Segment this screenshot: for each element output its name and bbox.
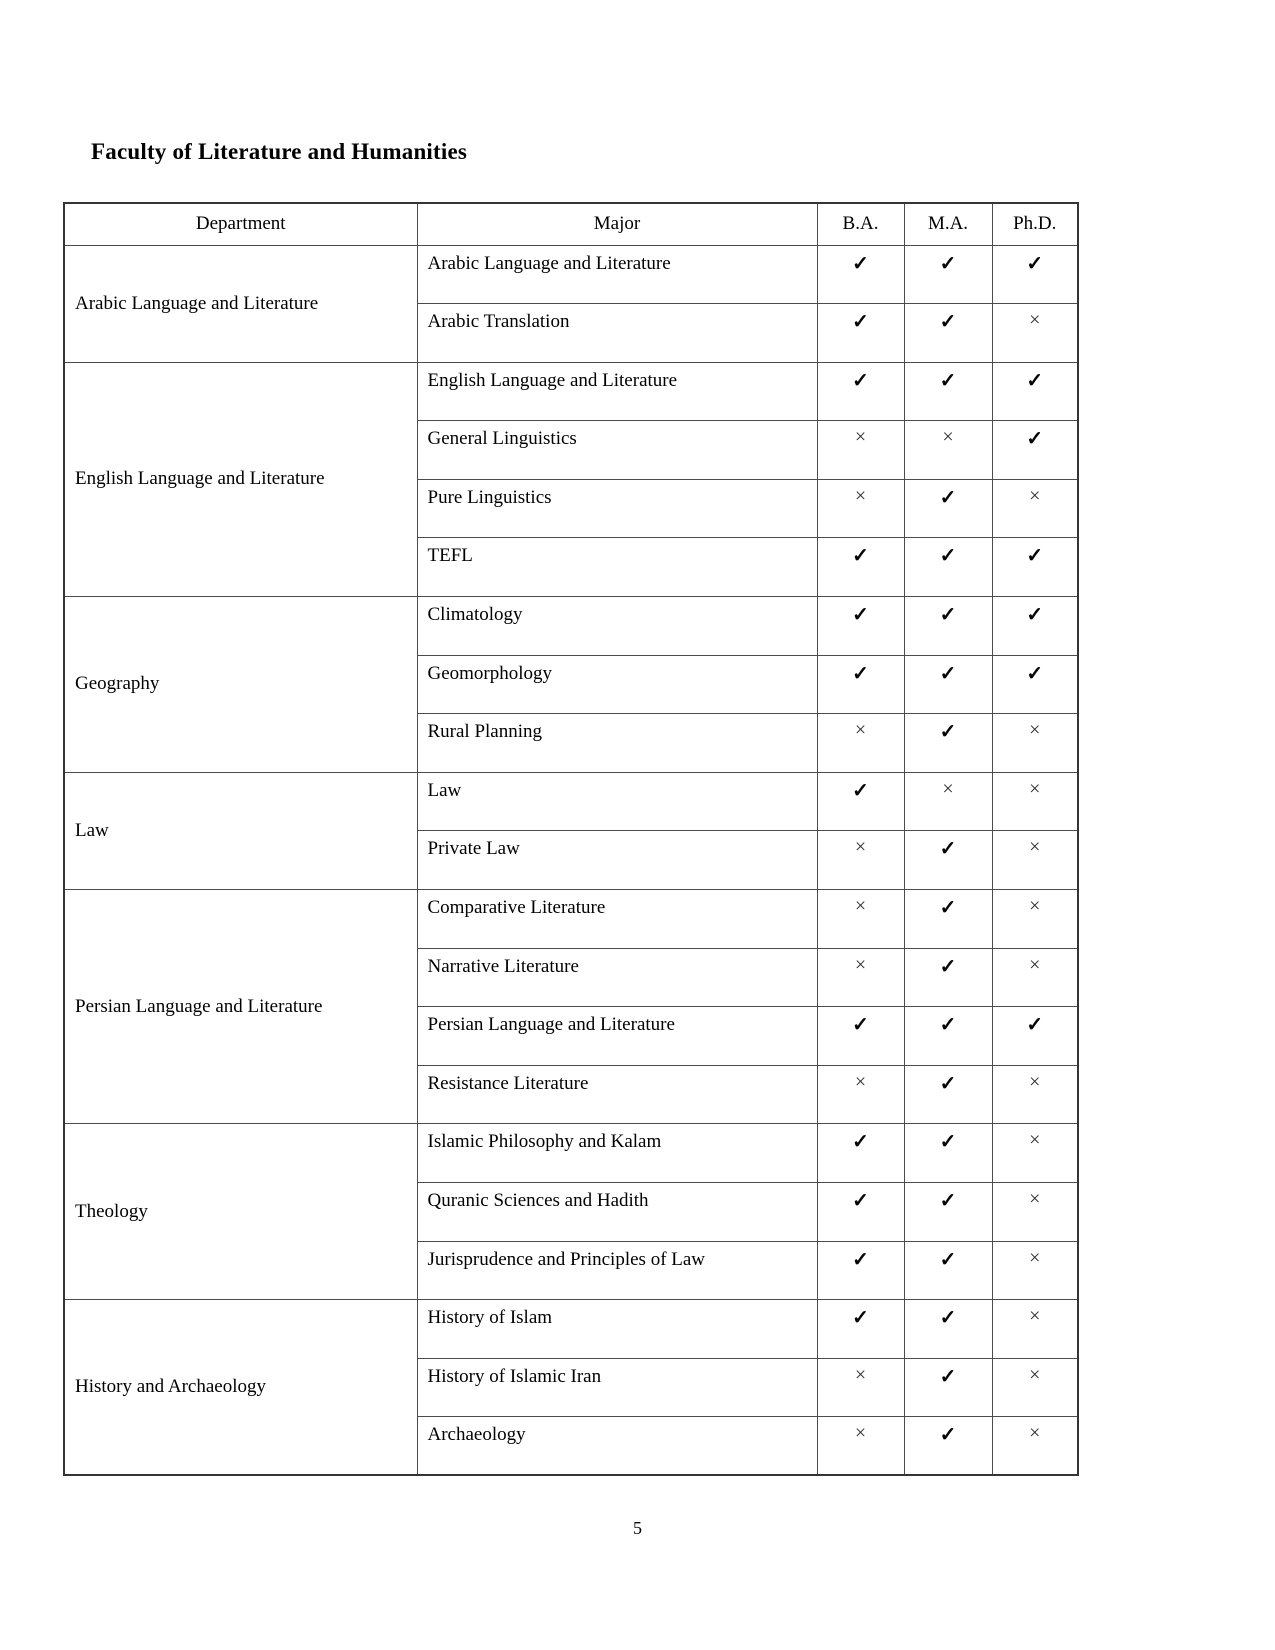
programs-table	[63, 202, 1079, 1476]
check-mark-icon: ✓	[1026, 545, 1044, 568]
check-mark-icon: ✓	[852, 1014, 869, 1037]
table-row	[64, 245, 1078, 304]
header-major: Major	[417, 203, 817, 245]
check-mark-icon: ✓	[939, 311, 957, 334]
check-mark-icon: ✓	[1026, 662, 1044, 685]
major-cell: Archaeology	[417, 1417, 817, 1476]
cross-mark-icon: ×	[854, 895, 867, 918]
degree-cell-ma	[904, 421, 992, 480]
department-cell: Arabic Language and Literature	[64, 245, 417, 362]
major-cell: Islamic Philosophy and Kalam	[417, 1124, 817, 1183]
check-mark-icon: ✓	[939, 486, 957, 509]
major-cell: Resistance Literature	[417, 1065, 817, 1124]
check-mark-icon: ✓	[852, 662, 869, 685]
cross-mark-icon: ×	[1029, 1070, 1041, 1093]
department-cell: History and Archaeology	[64, 1300, 417, 1476]
degree-cell-phd	[992, 831, 1078, 890]
cross-mark-icon: ×	[854, 953, 867, 976]
check-mark-icon: ✓	[852, 545, 869, 568]
degree-cell-ba	[817, 1358, 904, 1417]
check-mark-icon: ✓	[939, 1072, 957, 1095]
cross-mark-icon: ×	[854, 484, 867, 507]
department-cell: Persian Language and Literature	[64, 890, 417, 1124]
check-mark-icon: ✓	[1026, 604, 1044, 627]
degree-cell-ma	[904, 597, 992, 656]
cross-mark-icon: ×	[1029, 1129, 1041, 1152]
cross-mark-icon: ×	[854, 836, 867, 859]
cross-mark-icon: ×	[1029, 1246, 1041, 1269]
check-mark-icon: ✓	[939, 1365, 957, 1388]
cross-mark-icon: ×	[1029, 1422, 1041, 1445]
degree-cell-phd	[992, 1358, 1078, 1417]
degree-cell-phd	[992, 1007, 1078, 1066]
check-mark-icon: ✓	[939, 1424, 957, 1447]
degree-cell-phd	[992, 304, 1078, 363]
degree-cell-phd	[992, 1241, 1078, 1300]
cross-mark-icon: ×	[1029, 895, 1041, 918]
degree-cell-ma	[904, 1065, 992, 1124]
check-mark-icon: ✓	[852, 311, 869, 334]
table-row	[64, 772, 1078, 831]
degree-cell-ma	[904, 538, 992, 597]
degree-cell-phd	[992, 1124, 1078, 1183]
degree-cell-phd	[992, 362, 1078, 421]
check-mark-icon: ✓	[939, 545, 957, 568]
degree-cell-ba	[817, 1300, 904, 1359]
header-ba: B.A.	[817, 203, 904, 245]
check-mark-icon: ✓	[939, 604, 957, 627]
cross-mark-icon: ×	[854, 1070, 867, 1093]
degree-cell-ma	[904, 245, 992, 304]
degree-cell-ba	[817, 1417, 904, 1476]
major-cell: Persian Language and Literature	[417, 1007, 817, 1066]
header-department: Department	[64, 203, 417, 245]
degree-cell-phd	[992, 890, 1078, 949]
check-mark-icon: ✓	[852, 1248, 869, 1271]
degree-cell-ma	[904, 1241, 992, 1300]
major-cell: Law	[417, 772, 817, 831]
check-mark-icon: ✓	[939, 1131, 957, 1154]
degree-cell-phd	[992, 245, 1078, 304]
cross-mark-icon: ×	[854, 719, 867, 742]
major-cell: Narrative Literature	[417, 948, 817, 1007]
degree-cell-phd	[992, 597, 1078, 656]
table-row	[64, 890, 1078, 949]
major-cell: TEFL	[417, 538, 817, 597]
check-mark-icon: ✓	[939, 721, 957, 744]
major-cell: History of Islam	[417, 1300, 817, 1359]
department-cell: Theology	[64, 1124, 417, 1300]
degree-cell-ba	[817, 304, 904, 363]
check-mark-icon: ✓	[939, 662, 957, 685]
degree-cell-ba	[817, 1124, 904, 1183]
degree-cell-ba	[817, 421, 904, 480]
check-mark-icon: ✓	[1026, 428, 1044, 451]
major-cell: Private Law	[417, 831, 817, 890]
degree-cell-ma	[904, 890, 992, 949]
check-mark-icon: ✓	[1026, 252, 1044, 275]
check-mark-icon: ✓	[939, 897, 957, 920]
table-row	[64, 1300, 1078, 1359]
degree-cell-ma	[904, 948, 992, 1007]
degree-cell-ma	[904, 1417, 992, 1476]
major-cell: Quranic Sciences and Hadith	[417, 1183, 817, 1242]
major-cell: Jurisprudence and Principles of Law	[417, 1241, 817, 1300]
page-title: Faculty of Literature and Humanities	[91, 139, 468, 164]
check-mark-icon: ✓	[939, 1248, 957, 1271]
degree-cell-ma	[904, 831, 992, 890]
check-mark-icon: ✓	[852, 1307, 869, 1330]
cross-mark-icon: ×	[1029, 1305, 1041, 1328]
degree-cell-phd	[992, 948, 1078, 1007]
check-mark-icon: ✓	[852, 779, 869, 802]
degree-cell-ma	[904, 1183, 992, 1242]
cross-mark-icon: ×	[942, 777, 954, 800]
check-mark-icon: ✓	[852, 1131, 869, 1154]
degree-cell-ba	[817, 362, 904, 421]
degree-cell-ma	[904, 772, 992, 831]
cross-mark-icon: ×	[1029, 484, 1041, 507]
degree-cell-ba	[817, 655, 904, 714]
check-mark-icon: ✓	[852, 1190, 869, 1212]
major-cell: English Language and Literature	[417, 362, 817, 421]
cross-mark-icon: ×	[1029, 1363, 1041, 1386]
degree-cell-ba	[817, 890, 904, 949]
major-cell: Arabic Translation	[417, 304, 817, 363]
degree-cell-ba	[817, 538, 904, 597]
major-cell: General Linguistics	[417, 421, 817, 480]
degree-cell-phd	[992, 1183, 1078, 1242]
degree-cell-phd	[992, 479, 1078, 538]
degree-cell-ba	[817, 597, 904, 656]
degree-cell-ma	[904, 479, 992, 538]
degree-cell-ba	[817, 831, 904, 890]
degree-cell-ba	[817, 714, 904, 773]
header-phd: Ph.D.	[992, 203, 1078, 245]
cross-mark-icon: ×	[1029, 1188, 1041, 1210]
degree-cell-phd	[992, 1065, 1078, 1124]
cross-mark-icon: ×	[854, 426, 867, 449]
cross-mark-icon: ×	[1029, 719, 1041, 742]
check-mark-icon: ✓	[852, 252, 869, 275]
cross-mark-icon: ×	[1029, 309, 1041, 332]
check-mark-icon: ✓	[852, 369, 869, 392]
degree-cell-phd	[992, 655, 1078, 714]
degree-cell-ma	[904, 1358, 992, 1417]
department-cell: English Language and Literature	[64, 362, 417, 596]
major-cell: Arabic Language and Literature	[417, 245, 817, 304]
degree-cell-phd	[992, 1300, 1078, 1359]
page-number: 5	[633, 1518, 642, 1538]
check-mark-icon: ✓	[939, 955, 957, 978]
major-cell: Geomorphology	[417, 655, 817, 714]
check-mark-icon: ✓	[939, 1307, 957, 1330]
degree-cell-ma	[904, 714, 992, 773]
check-mark-icon: ✓	[939, 1190, 957, 1212]
check-mark-icon: ✓	[1026, 1014, 1044, 1037]
cross-mark-icon: ×	[942, 426, 954, 449]
cross-mark-icon: ×	[854, 1363, 867, 1386]
cross-mark-icon: ×	[1029, 953, 1041, 976]
degree-cell-phd	[992, 1417, 1078, 1476]
department-cell: Law	[64, 772, 417, 889]
degree-cell-ba	[817, 1183, 904, 1242]
degree-cell-ba	[817, 479, 904, 538]
header-row	[64, 203, 1078, 245]
major-cell: Pure Linguistics	[417, 479, 817, 538]
major-cell: Comparative Literature	[417, 890, 817, 949]
degree-cell-ba	[817, 948, 904, 1007]
check-mark-icon: ✓	[939, 369, 957, 392]
degree-cell-ma	[904, 1124, 992, 1183]
degree-cell-ba	[817, 1065, 904, 1124]
degree-cell-phd	[992, 714, 1078, 773]
major-cell: Climatology	[417, 597, 817, 656]
check-mark-icon: ✓	[939, 1014, 957, 1037]
degree-cell-phd	[992, 772, 1078, 831]
degree-cell-ba	[817, 245, 904, 304]
check-mark-icon: ✓	[852, 604, 869, 627]
table-row	[64, 1124, 1078, 1183]
check-mark-icon: ✓	[939, 252, 957, 275]
major-cell: History of Islamic Iran	[417, 1358, 817, 1417]
cross-mark-icon: ×	[1029, 836, 1041, 859]
check-mark-icon: ✓	[939, 838, 957, 861]
degree-cell-ma	[904, 1300, 992, 1359]
degree-cell-phd	[992, 421, 1078, 480]
department-cell: Geography	[64, 597, 417, 773]
table-row	[64, 597, 1078, 656]
degree-cell-ma	[904, 1007, 992, 1066]
degree-cell-ma	[904, 655, 992, 714]
degree-cell-ba	[817, 772, 904, 831]
degree-cell-ba	[817, 1241, 904, 1300]
cross-mark-icon: ×	[1029, 777, 1041, 800]
degree-cell-ba	[817, 1007, 904, 1066]
major-cell: Rural Planning	[417, 714, 817, 773]
degree-cell-ma	[904, 304, 992, 363]
header-ma: M.A.	[904, 203, 992, 245]
cross-mark-icon: ×	[854, 1422, 867, 1445]
degree-cell-phd	[992, 538, 1078, 597]
degree-cell-ma	[904, 362, 992, 421]
check-mark-icon: ✓	[1026, 369, 1044, 392]
table-row	[64, 362, 1078, 421]
